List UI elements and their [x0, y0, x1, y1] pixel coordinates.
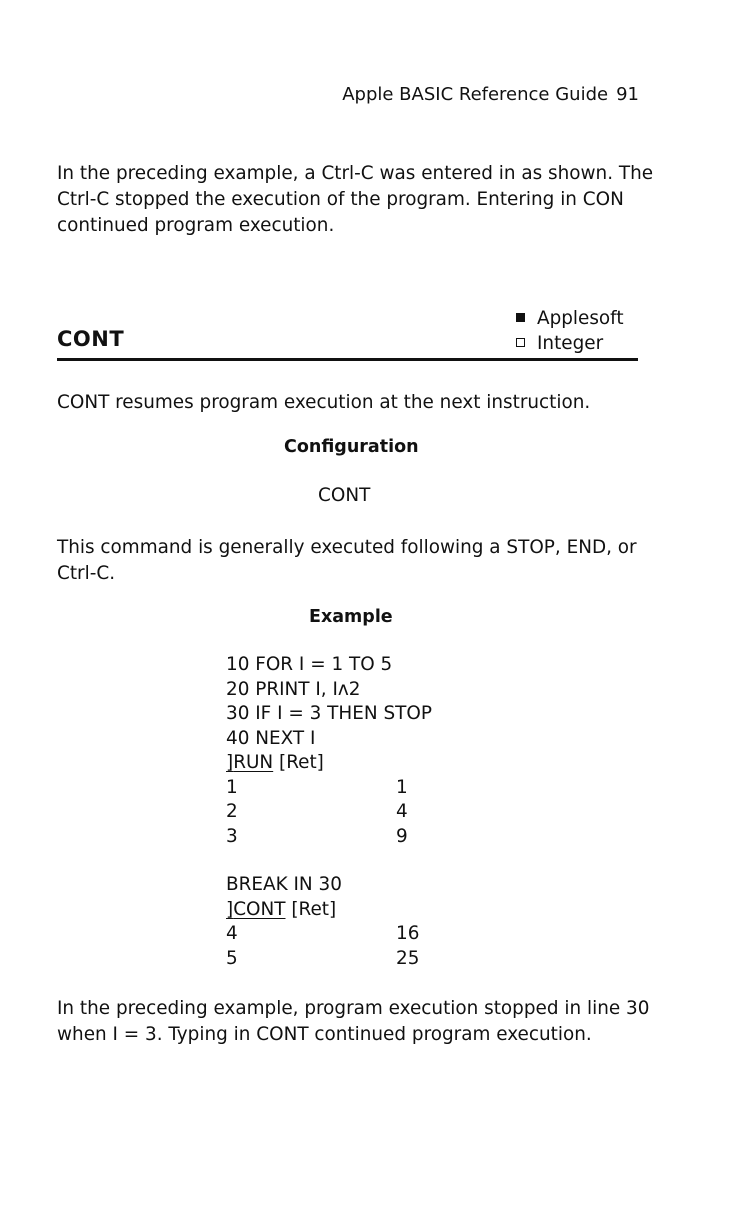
command: CONT [233, 898, 286, 920]
cont-command-line [226, 898, 342, 923]
empty-square-icon [516, 338, 525, 347]
page-header [342, 84, 639, 105]
output-square: 4 [396, 801, 408, 822]
program-line: 30 IF I = 3 THEN STOP [226, 703, 432, 724]
output-row [226, 800, 432, 825]
output-row [226, 776, 432, 801]
output-i: 5 [226, 947, 238, 969]
configuration-syntax: CONT [318, 485, 371, 506]
program-line: 20 PRINT I, Iʌ2 [226, 678, 361, 700]
program-line: 40 NEXT I [226, 727, 316, 749]
entry-title: CONT [57, 327, 125, 351]
output-row [226, 947, 420, 972]
closing-paragraph: In the preceding example, program execution stopped in line 30 when I = 3. Typing in CONT continued program execution. [57, 998, 650, 1045]
return-key: [Ret] [273, 752, 324, 773]
usage-paragraph: This command is generally executed following a STOP, END, or Ctrl-C. [57, 537, 637, 584]
configuration-heading: Configuration [284, 437, 419, 457]
output-row [226, 825, 432, 850]
version-label: Applesoft [537, 308, 624, 329]
intro-paragraph: In the preceding example, a Ctrl-C was entered in as shown. The Ctrl-C stopped the execution of the program. Entering in CON continued program execution. [57, 163, 654, 236]
program-line: 10 FOR I = 1 TO 5 [226, 654, 393, 675]
running-title: Apple BASIC Reference Guide [342, 84, 609, 105]
filled-square-icon [516, 313, 525, 322]
example-listing [226, 653, 432, 849]
example-continuation [226, 873, 420, 971]
prompt: ] [226, 898, 234, 920]
example-heading: Example [309, 607, 393, 627]
output-i: 1 [226, 776, 238, 798]
run-command [226, 752, 273, 773]
command: RUN [233, 752, 274, 773]
version-label: Integer [537, 333, 604, 354]
return-key: [Ret] [285, 898, 337, 920]
version-integer [516, 331, 624, 356]
cont-command [226, 899, 286, 920]
prompt: ] [226, 752, 234, 773]
output-square: 9 [396, 825, 408, 847]
output-square: 16 [396, 923, 420, 944]
description-paragraph: CONT resumes program execution at the next instruction. [57, 392, 591, 413]
section-divider [57, 358, 638, 361]
output-i: 4 [226, 923, 238, 944]
page-number: 91 [616, 84, 639, 105]
output-square: 25 [396, 947, 420, 969]
output-row [226, 922, 420, 947]
break-message: BREAK IN 30 [226, 874, 342, 895]
output-i: 2 [226, 801, 238, 822]
run-command-line [226, 751, 432, 776]
output-i: 3 [226, 825, 238, 847]
version-applesoft [516, 306, 624, 331]
output-square: 1 [396, 776, 408, 798]
version-list [516, 306, 624, 356]
